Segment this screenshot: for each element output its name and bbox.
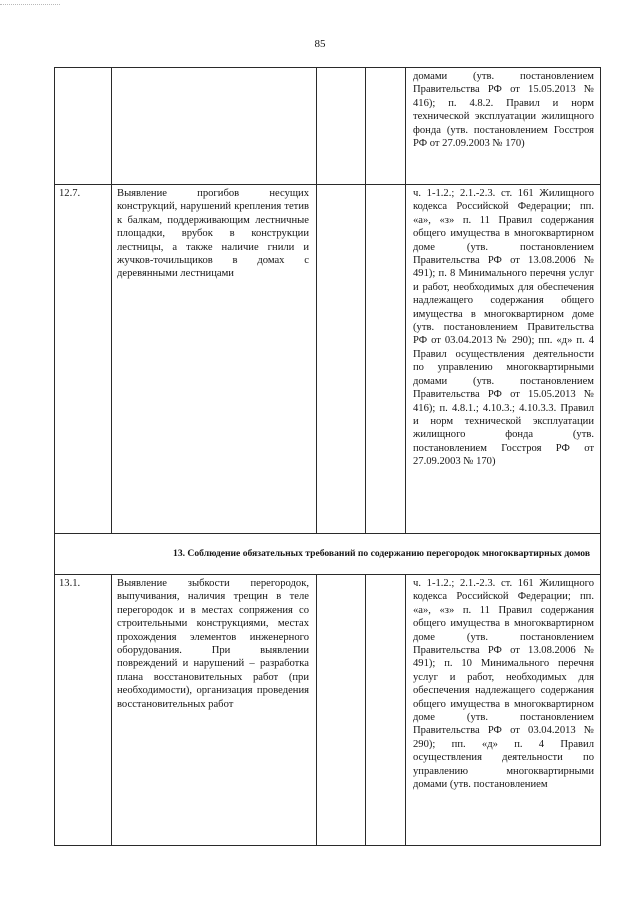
- page-number: 85: [314, 38, 326, 50]
- section-header-row: [55, 534, 601, 575]
- requirements-table: [54, 67, 601, 846]
- answer-cell: [317, 575, 366, 846]
- row-number-cell: 13.1.: [55, 575, 112, 846]
- answer-cell: [317, 68, 366, 185]
- answer-cell: [366, 575, 406, 846]
- requirement-description-cell: Выявление зыбкости перегородок, выпучивания, наличия трещин в теле перегородок и в местах сопряжения со строительными конструкциями, местах прохождения элементов инженерного оборудования. При выявлении повреждений и нарушений – разработка плана восстановительных работ (при необходимости), организация проведения восстановительных работ: [112, 575, 317, 846]
- row-number-cell: 12.7.: [55, 185, 112, 534]
- scan-edge-mark: [0, 4, 60, 7]
- legal-reference-cell: домами (утв. постановлением Правительства РФ от 15.05.2013 № 416); п. 4.8.2. Правил и норм технической эксплуатации жилищного фонда (утв. постановлением Госстроя РФ от 27.09.2003 № 170): [406, 68, 601, 185]
- legal-reference-cell: ч. 1-1.2.; 2.1.-2.3. ст. 161 Жилищного кодекса Российской Федерации; пп. «а», «з» п. 11 Правил содержания общего имущества в многоквартирном доме (утв. постановлением Правительства РФ от 13.08.2006 № 491); п. 10 Минимального перечня услуг и работ, необходимых для обеспечения надлежащего содержания общего имущества в многоквартирном доме (утв. постановлением Правительства РФ от 03.04.2013 № 290); пп. «д» п. 4 Правил осуществления деятельности по управлению многоквартирными домами (утв. постановлением: [406, 575, 601, 846]
- answer-cell: [366, 185, 406, 534]
- table-row: [55, 68, 601, 185]
- table-row: [55, 575, 601, 846]
- answer-cell: [317, 185, 366, 534]
- answer-cell: [366, 68, 406, 185]
- table-row: [55, 185, 601, 534]
- section-title: 13. Соблюдение обязательных требований по содержанию перегородок многоквартирных домов: [55, 534, 601, 575]
- requirement-description-cell: Выявление прогибов несущих конструкций, нарушений крепления тетив к балкам, поддерживающим лестничные площадки, врубок в конструкции лестницы, а также наличие гнили и жучков-точильщиков в домах с деревянными лестницами: [112, 185, 317, 534]
- row-number-cell: [55, 68, 112, 185]
- requirement-description-cell: [112, 68, 317, 185]
- legal-reference-cell: ч. 1-1.2.; 2.1.-2.3. ст. 161 Жилищного кодекса Российской Федерации; пп. «а», «з» п. 11 Правил содержания общего имущества в многоквартирном доме (утв. постановлением Правительства РФ от 13.08.2006 № 491); п. 8 Минимального перечня услуг и работ, необходимых для обеспечения надлежащего содержания общего имущества в многоквартирном доме (утв. постановлением Правительства РФ от 03.04.2013 № 290); пп. «д» п. 4 Правил осуществления деятельности по управлению многоквартирными домами (утв. постановлением Правительства РФ от 15.05.2013 № 416); п. 4.8.1.; 4.10.3.; 4.10.3.3. Правил и норм технической эксплуатации жилищного фонда (утв. постановлением Госстроя РФ от 27.09.2003 № 170): [406, 185, 601, 534]
